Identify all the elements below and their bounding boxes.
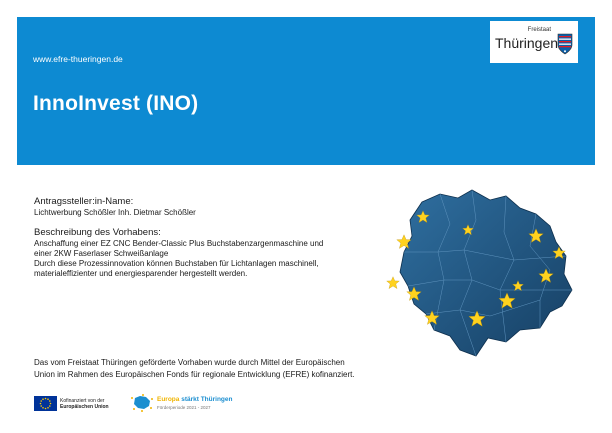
description-line: einer 2KW Faserlaser Schweißanlage	[34, 249, 169, 258]
europa-staerkt-thueringen-logo-icon	[130, 394, 154, 412]
header-banner	[17, 17, 595, 165]
funding-notice-line: Das vom Freistaat Thüringen geförderte Vorhaben wurde durch Mittel der Europäischen	[34, 358, 345, 367]
thueringen-map-with-eu-stars	[380, 180, 580, 370]
eu-cofunding-line: Europäischen Union	[60, 404, 109, 410]
logo-freistaat-text: Freistaat	[527, 27, 551, 33]
project-description	[34, 239, 394, 279]
funding-notice	[34, 357, 454, 381]
page-title: InnoInvest (INO)	[33, 92, 199, 115]
thueringen-logo	[490, 21, 578, 63]
europa-staerkt-thueringen-title: Europa stärkt Thüringen	[157, 396, 233, 403]
website-url[interactable]: www.efre-thueringen.de	[33, 54, 123, 64]
applicant-label: Antragssteller:in-Name:	[34, 196, 134, 207]
funding-notice-line: Union im Rahmen des Europäischen Fonds für regionale Entwicklung (EFRE) kofinanziert.	[34, 370, 355, 379]
eu-cofunding-text	[60, 398, 109, 410]
project-description-label: Beschreibung des Vorhabens:	[34, 227, 161, 238]
funding-period: Förderperiode 2021 - 2027	[157, 405, 211, 410]
logo-thueringen-text: Thüringen	[495, 35, 559, 51]
description-line: materialeffizienter und energiesparender hergestellt werden.	[34, 269, 248, 278]
eu-cofunding-line: Kofinanziert von der	[60, 398, 105, 404]
description-line: Durch diese Prozessinnovation können Buchstaben für Lichtanlagen maschinell,	[34, 259, 319, 268]
applicant-name: Lichtwerbung Schößler Inh. Dietmar Schößler	[34, 208, 196, 217]
project-info	[34, 196, 394, 279]
eu-flag-icon	[34, 396, 57, 411]
description-line: Anschaffung einer EZ CNC Bender-Classic Plus Buchstabenzargenmaschine und	[34, 239, 324, 248]
thueringen-lion-crest-icon	[557, 33, 573, 55]
